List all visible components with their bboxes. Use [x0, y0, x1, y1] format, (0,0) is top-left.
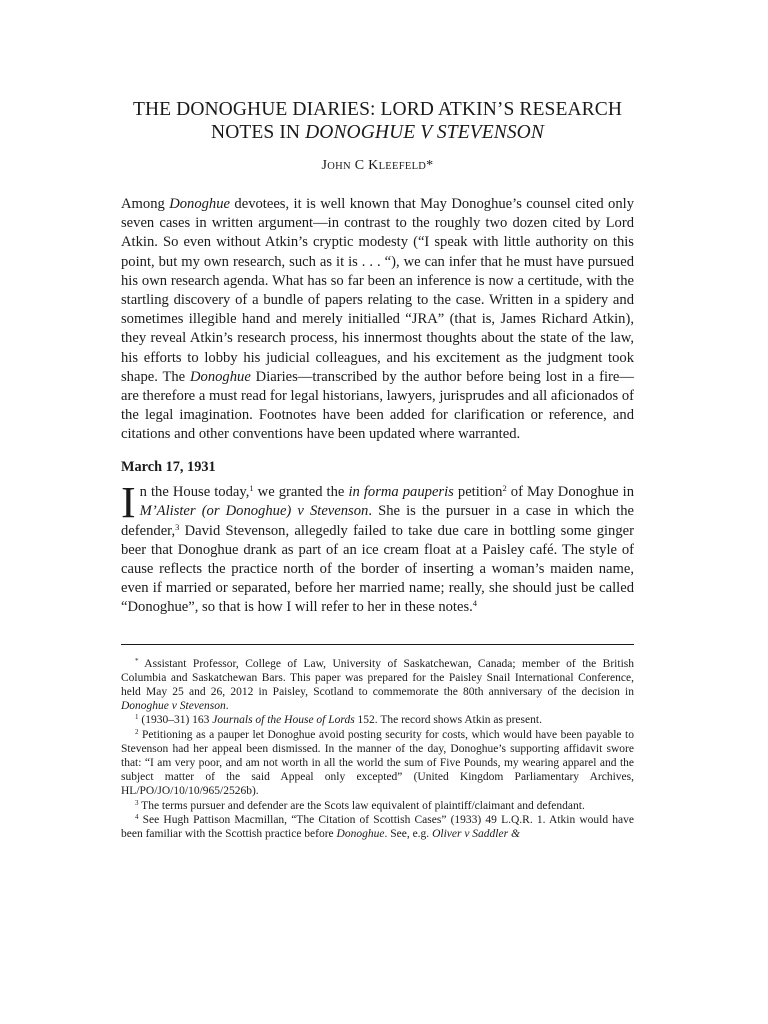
footnote-mark-1: 1 [135, 713, 139, 722]
author-smallcaps-leefeld: LEEFELD [378, 161, 427, 172]
author-byline [121, 158, 634, 174]
footnote-ref-3[interactable]: 3 [175, 521, 180, 532]
footnote-mark-star: * [135, 656, 139, 665]
intro-text-3: Diaries—transcribed by the author before being lost in a fire—are therefore a must read for legal historians, lawyers, jurisprudes and all aficionados of the legal imagination. Footnotes have been added for clarification or reference, and citations and other conventions have been updated where warranted. [121, 368, 634, 443]
title-line-2-prefix: NOTES IN [211, 122, 306, 143]
author-initial-j: J [321, 158, 328, 173]
footnote-star [121, 657, 634, 714]
entry-italic-2: M’Alister (or Donoghue) v Stevenson [139, 503, 369, 520]
footnote-ref-2[interactable]: 2 [502, 483, 507, 494]
footnote-4-text: See Hugh Pattison Macmillan, “The Citation of Scottish Cases” (1933) 49 L.Q.R. 1. Atkin would have been familiar with the Scottish practice before [121, 813, 634, 841]
footnote-1-text: (1930–31) 163 [138, 714, 213, 727]
footnote-divider [121, 644, 634, 645]
footnote-mark-3: 3 [135, 798, 139, 807]
entry-paragraph [121, 478, 635, 617]
entry-date-heading: March 17, 1931 [121, 459, 216, 476]
author-smallcaps-ohn: OHN [327, 161, 351, 172]
footnote-mark-2: 2 [135, 727, 139, 736]
intro-paragraph [121, 195, 634, 445]
entry-text-1: n the House today, [139, 484, 250, 501]
footnote-4-mid: . See, e.g. [384, 828, 433, 841]
footnote-3-text: The terms pursuer and defender are the Scots law equivalent of plaintiff/claimant and defendant. [138, 799, 585, 812]
footnote-4 [121, 813, 634, 841]
author-initial-c: C [350, 158, 369, 173]
entry-italic-1: in forma pauperis [348, 484, 454, 501]
footnote-1-end: 152. The record shows Atkin as present. [354, 714, 542, 727]
entry-text-2: we granted the [253, 484, 349, 501]
intro-text-1: Among [121, 196, 170, 212]
author-footnote-mark: * [426, 158, 434, 173]
footnote-1 [121, 713, 634, 727]
footnote-ref-1[interactable]: 1 [249, 483, 254, 494]
intro-italic-2: Donoghue [190, 368, 251, 385]
entry-text-3: petition [453, 484, 503, 501]
footnote-star-italic: Donoghue v Stevenson [121, 700, 226, 713]
footnote-ref-4[interactable]: 4 [472, 598, 478, 609]
article-title [121, 98, 634, 144]
footnote-mark-4: 4 [135, 812, 139, 821]
entry-text-6: David Stevenson, allegedly failed to take due care in bottling some ginger beer that Donoghue drank as part of an ice cream float at a Paisley café. The style of cause reflects the practice north of the border of inserting a woman’s maiden name, even if married or separated, before her married name; really, she should just be called “Donoghue”, so that is how I will refer to her in these notes. [121, 522, 634, 616]
title-line-1: THE DONOGHUE DIARIES: LORD ATKIN’S RESEARCH [132, 99, 623, 120]
footnote-1-italic: Journals of the House of Lords [212, 714, 355, 727]
footnote-4-italic-1: Donoghue [336, 828, 385, 841]
article-page [121, 98, 634, 841]
footnote-star-end: . [225, 700, 229, 713]
footnote-star-text: Assistant Professor, College of Law, University of Saskatchewan, Canada; member of the British Columbia and Saskatchewan Bars. This paper was prepared for the Paisley Snail International Conference, held May 25 and 26, 2012 in Paisley, Scotland to commemorate the 80th anniversary of the decision in [121, 657, 634, 699]
drop-cap: I [121, 478, 136, 528]
entry-text-4: of May Donoghue in [506, 484, 635, 501]
footnote-2-text: Petitioning as a pauper let Donoghue avoid posting security for costs, which would have been payable to Stevenson had her appeal been dismissed. In the manner of the day, Donoghue’s supporting affidavit swore that: “I am very poor, and am not worth in all the world the sum of Five Pounds, my wearing apparel and the subject matter of the said Appeal only excepted” (United Kingdom Parliamentary Archives, HL/PO/JO/10/10/965/2526b). [121, 728, 634, 798]
entry-text-5: . She is the pursuer in a case in which the defender, [121, 503, 634, 539]
footnote-3 [121, 799, 634, 813]
title-line-2-case-name: DONOGHUE V STEVENSON [305, 122, 544, 143]
footnote-2 [121, 728, 634, 799]
footnote-4-italic-2: Oliver v Saddler & [432, 828, 520, 841]
author-initial-k: K [368, 158, 379, 173]
intro-text-2: devotees, it is well known that May Donoghue’s counsel cited only seven cases in written argument—in contrast to the roughly two dozen cited by Lord Atkin. So even without Atkin’s cryptic modesty (“I speak with little authority on this point, but my own research, such as it is . . . “), we can infer that he must have pursued his own research agenda. What has so far been an inference is now a certitude, with the startling discovery of a bundle of papers relating to the case. Written in a spidery and sometimes illegible hand and merely initialled “JRA” (that is, James Richard Atkin), they reveal Atkin’s research process, his innermost thoughts about the state of the law, his efforts to lobby his judicial colleagues, and his excitement as the judgment took shape. The [121, 196, 634, 385]
intro-italic-1: Donoghue [169, 196, 231, 212]
footnotes [121, 657, 634, 842]
